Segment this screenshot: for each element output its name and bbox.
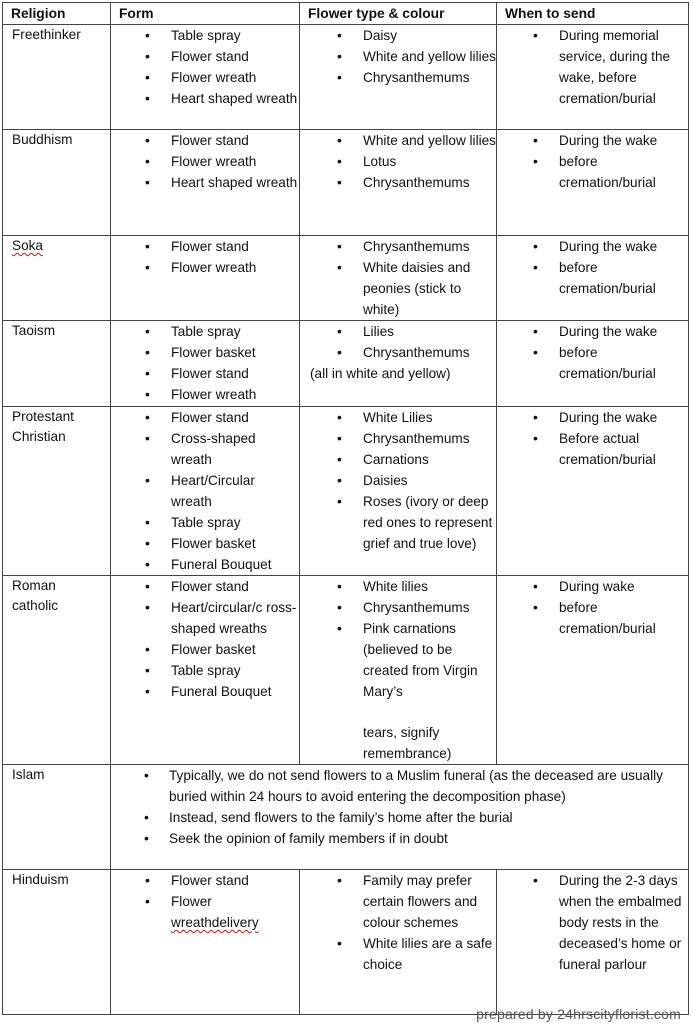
list-item: • Flower stand [111, 407, 299, 428]
list-item: • Daisies [300, 470, 496, 491]
list-item: • White lilies [300, 576, 496, 597]
form-list [111, 407, 299, 575]
form-list [111, 870, 299, 933]
list-item: • Carnations [300, 449, 496, 470]
header-form: Form [111, 3, 300, 25]
flower-cell [300, 236, 497, 321]
when-list [497, 236, 688, 299]
header-when-to-send: When to send [497, 3, 689, 25]
form-cell [111, 236, 300, 321]
table-row [3, 870, 689, 1015]
flower-note: (all in white and yellow) [310, 366, 451, 381]
list-item: • Chrysanthemums [300, 342, 496, 363]
flower-cell [300, 407, 497, 576]
paragraph-gap [363, 702, 496, 722]
form-cell [111, 25, 300, 130]
footer-credit: prepared by 24hrscityflorist.com [476, 1006, 681, 1022]
religion-cell [3, 236, 111, 321]
list-item: • Flower stand [111, 46, 299, 67]
form-cell [111, 321, 300, 407]
list-item: • White and yellow lilies [300, 46, 496, 67]
table-row [3, 407, 689, 576]
table-row [3, 576, 689, 765]
flower-text-part-2: tears, signify remembrance) [363, 725, 452, 761]
flower-list [300, 576, 496, 764]
table-row [3, 25, 689, 130]
list-item: • Lilies [300, 321, 496, 342]
flower-cell [300, 130, 497, 236]
flower-cell [300, 870, 497, 1015]
list-item: • Table spray [111, 25, 299, 46]
table-row [3, 130, 689, 236]
list-item: • During wake [497, 576, 688, 597]
list-item: • White lilies are a safe choice [300, 933, 496, 975]
flower-list [300, 25, 496, 88]
list-item: • White daisies and peonies (stick to white) [300, 257, 496, 320]
when-cell [497, 407, 689, 576]
flower-list [300, 870, 496, 975]
religion-cell: Hinduism [3, 870, 111, 1015]
list-item: • Flower wreath [111, 257, 299, 278]
when-cell [497, 25, 689, 130]
list-item: • before cremation/burial [497, 597, 688, 639]
flower-cell [300, 576, 497, 765]
flower-text-part-1: Pink carnations (believed to be created from Virgin Mary’s [363, 621, 478, 699]
list-item: • Heart shaped wreath [111, 172, 299, 193]
list-item: • Table spray [111, 321, 299, 342]
list-item: • before cremation/burial [497, 257, 688, 299]
list-item [111, 891, 299, 933]
form-text-misspelled: wreathdelivery [171, 915, 259, 930]
list-item: • Chrysanthemums [300, 428, 496, 449]
list-item: • White Lilies [300, 407, 496, 428]
when-cell [497, 321, 689, 407]
list-item: • Flower stand [111, 870, 299, 891]
list-item: • Flower stand [111, 576, 299, 597]
flower-list [300, 407, 496, 554]
list-item: • During the wake [497, 407, 688, 428]
list-item: • During memorial service, during the wake, before cremation/burial [497, 25, 688, 109]
when-cell [497, 576, 689, 765]
list-item: • During the 2-3 days when the embalmed body rests in the deceased’s home or funeral parlour [497, 870, 688, 975]
list-item: • Daisy [300, 25, 496, 46]
list-item: • During the wake [497, 236, 688, 257]
when-list [497, 576, 688, 639]
header-row [3, 3, 689, 25]
list-item: • Table spray [111, 512, 299, 533]
list-item: • Flower stand [111, 363, 299, 384]
list-item: • before cremation/burial [497, 342, 688, 384]
list-item: • Table spray [111, 660, 299, 681]
list-item: • Chrysanthemums [300, 236, 496, 257]
when-list [497, 130, 688, 193]
religion-cell: Freethinker [3, 25, 111, 130]
table-row [3, 236, 689, 321]
list-item: • During the wake [497, 321, 688, 342]
form-cell [111, 130, 300, 236]
when-cell [497, 236, 689, 321]
religion-cell: Roman catholic [3, 576, 111, 765]
list-item: • Heart shaped wreath [111, 88, 299, 109]
form-list [111, 236, 299, 278]
when-cell [497, 130, 689, 236]
form-cell [111, 870, 300, 1015]
religion-cell: Protestant Christian [3, 407, 111, 576]
form-cell [111, 407, 300, 576]
list-item: • Family may prefer certain flowers and colour schemes [300, 870, 496, 933]
list-item: • Flower stand [111, 130, 299, 151]
list-item: • Funeral Bouquet [111, 554, 299, 575]
list-item: • Typically, we do not send flowers to a Muslim funeral (as the deceased are usually buried within 24 hours to avoid entering the decomposition phase) [111, 765, 688, 807]
form-list [111, 25, 299, 109]
funeral-flowers-table [2, 2, 689, 1015]
form-cell [111, 576, 300, 765]
flower-list [300, 236, 496, 320]
header-religion: Religion [3, 3, 111, 25]
when-list [497, 321, 688, 384]
when-list [497, 25, 688, 109]
list-item: • Chrysanthemums [300, 67, 496, 88]
list-item: • Flower wreath [111, 67, 299, 88]
list-item: • Flower basket [111, 639, 299, 660]
flower-list [300, 130, 496, 193]
list-item: • Roses (ivory or deep red ones to represent grief and true love) [300, 491, 496, 554]
list-item: • Flower wreath [111, 151, 299, 172]
form-list [111, 321, 299, 405]
when-list [497, 407, 688, 470]
islam-note-list [111, 765, 688, 849]
list-item: • Chrysanthemums [300, 597, 496, 618]
list-item: • before cremation/burial [497, 151, 688, 193]
flower-list [300, 321, 496, 363]
list-item: • Instead, send flowers to the family’s home after the burial [111, 807, 688, 828]
religion-label: Soka [12, 238, 43, 253]
table-row [3, 321, 689, 407]
list-item: • Flower wreath [111, 384, 299, 405]
when-cell [497, 870, 689, 1015]
header-flower-type: Flower type & colour [300, 3, 497, 25]
list-item: • Heart/circular/c ross-shaped wreaths [111, 597, 299, 639]
table-row [3, 765, 689, 870]
religion-cell: Taoism [3, 321, 111, 407]
flower-cell [300, 321, 497, 407]
when-list [497, 870, 688, 975]
list-item: • Seek the opinion of family members if in doubt [111, 828, 688, 849]
list-item: • During the wake [497, 130, 688, 151]
flower-cell [300, 25, 497, 130]
list-item: • Funeral Bouquet [111, 681, 299, 702]
religion-cell: Islam [3, 765, 111, 870]
list-item: • Flower basket [111, 342, 299, 363]
list-item [300, 618, 496, 764]
list-item: • Chrysanthemums [300, 172, 496, 193]
form-text-plain: Flower [171, 894, 212, 909]
list-item: • Heart/Circular wreath [111, 470, 299, 512]
list-item: • Cross-shaped wreath [111, 428, 299, 470]
list-item: • White and yellow lilies [300, 130, 496, 151]
list-item: • Before actual cremation/burial [497, 428, 688, 470]
form-list [111, 130, 299, 193]
list-item: • Flower stand [111, 236, 299, 257]
list-item: • Flower basket [111, 533, 299, 554]
religion-cell: Buddhism [3, 130, 111, 236]
form-list [111, 576, 299, 702]
islam-note-cell [111, 765, 689, 870]
list-item: • Lotus [300, 151, 496, 172]
